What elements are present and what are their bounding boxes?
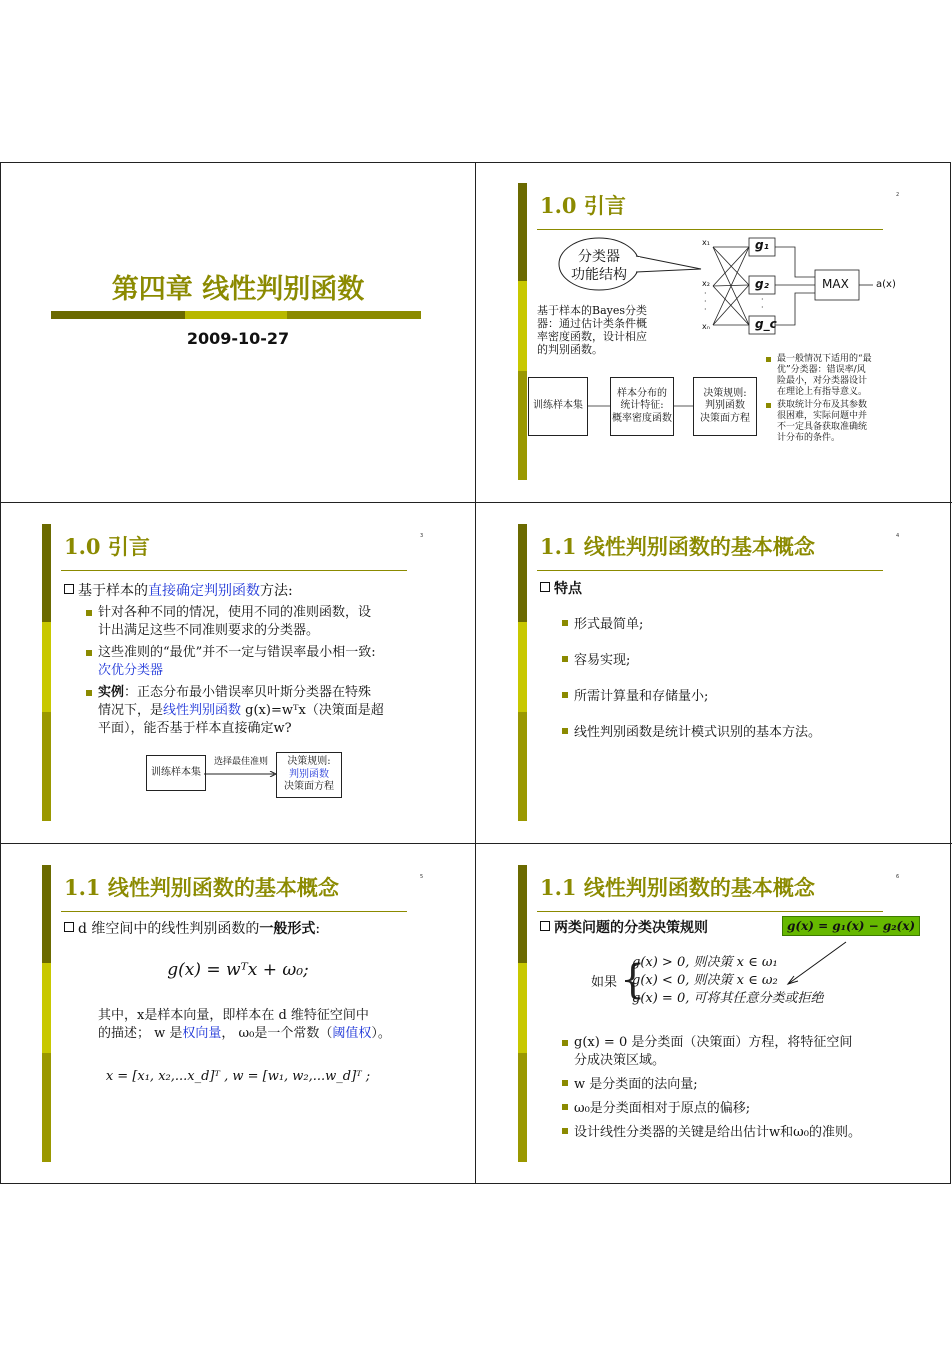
list-item: 形式最简单; — [562, 616, 821, 634]
list-item: 设计线性分类器的关键是给出估计w和ω₀的准则。 — [562, 1124, 912, 1142]
title-rule — [537, 570, 883, 571]
list-item: 这些准则的“最优”并不一定与错误率最小相一致: 次优分类器 — [86, 644, 426, 680]
flow-arrow-label: 选择最佳准则 — [213, 757, 268, 767]
bullet-list — [86, 604, 426, 738]
brace: { — [620, 957, 646, 1003]
slide-title: 第四章 线性判别函数 — [111, 274, 365, 305]
page-number: 2 — [896, 192, 900, 198]
max-node: MAX — [822, 277, 849, 291]
list-item: g(x) = 0 是分类面（决策面）方程，将特征空间 分成决策区域。 — [562, 1034, 912, 1070]
if-label: 如果 — [591, 975, 618, 990]
flow-box-decision: 决策规则: 判别函数 决策面方程 — [693, 377, 757, 436]
list-item: 容易实现; — [562, 652, 821, 670]
slide-3 — [0, 503, 476, 843]
slide-title: 1.0 引言 — [540, 193, 626, 218]
gc-node: g_c — [755, 317, 777, 331]
list-item: 线性判别函数是统计模式识别的基本方法。 — [562, 724, 821, 742]
features-list — [562, 616, 821, 742]
flow-box-training: 训练样本集 — [528, 377, 588, 436]
accent-bar — [518, 524, 527, 821]
notes-list — [766, 354, 906, 444]
g-ellipsis: · · — [761, 295, 764, 312]
flow-box-training: 训练样本集 — [146, 755, 206, 791]
formula-general: g(x) = wᵀx + ω₀; — [167, 960, 309, 980]
input-xn: xₙ — [702, 322, 710, 331]
formula-vectors: x = [x₁, x₂,...x_d]ᵀ , w = [w₁, w₂,...w_d]ᵀ ; — [105, 1069, 371, 1084]
g2-node: g₂ — [755, 277, 769, 291]
input-ellipsis: · · · — [704, 289, 707, 314]
callout-text: 分类器 功能结构 — [571, 249, 627, 283]
page-number: 3 — [420, 533, 424, 539]
list-item: w 是分类面的法向量; — [562, 1076, 912, 1094]
input-x1: x₁ — [702, 238, 710, 247]
slide-6 — [476, 844, 952, 1184]
list-item: 所需计算量和存储量小; — [562, 688, 821, 706]
accent-bar — [42, 524, 51, 821]
slide-title: 1.1 线性判别函数的基本概念 — [540, 875, 815, 900]
slide-1 — [0, 162, 476, 502]
title-rule — [537, 911, 883, 912]
accent-bar — [42, 865, 51, 1162]
flow-box-statistics: 样本分布的 统计特征: 概率密度函数 — [610, 377, 674, 436]
formula-explanation: 其中，x是样本向量，即样本在 d 维特征空间中 的描述； w 是权向量， ω₀是一个常数（阈值权）。 — [98, 1008, 391, 1041]
bayes-description: 基于样本的Bayes分类 器：通过估计类条件概 率密度函数，设计相应 的判别函数。 — [537, 304, 648, 356]
slide-title: 1.0 引言 — [64, 534, 150, 559]
page-number: 6 — [896, 874, 900, 880]
features-heading: 特点 — [540, 579, 582, 599]
g1-node: g₁ — [755, 238, 769, 252]
title-underline — [51, 311, 421, 319]
note-item: 最一般情况下适用的“最 优”分类器：错误率/风 险最小，对分类器设计 在理论上有指导意义。 — [766, 354, 906, 398]
slide-title: 1.1 线性判别函数的基本概念 — [540, 534, 815, 559]
slide-date: 2009-10-27 — [186, 329, 290, 348]
page-number: 5 — [420, 874, 424, 880]
input-x2: x₂ — [702, 279, 710, 288]
flow-arrow — [204, 771, 278, 777]
list-item: ω₀是分类面相对于原点的偏移; — [562, 1100, 912, 1118]
note-item: 获取统计分布及其参数 很困难，实际问题中并 不一定具备获取准确统 计分布的条件。 — [766, 400, 906, 444]
list-item: 针对各种不同的情况，使用不同的准则函数，设 计出满足这些不同准则要求的分类器。 — [86, 604, 426, 640]
output-label: a(x) — [876, 279, 896, 290]
page-number: 4 — [896, 533, 900, 539]
decision-rule-heading: 两类问题的分类决策规则 — [540, 918, 708, 938]
accent-bar — [518, 865, 527, 1162]
slide-2 — [476, 162, 952, 502]
list-item: 实例：正态分布最小错误率贝叶斯分类器在特殊 情况下，是线性判别函数 g(x)=wᵀx（决策面是超 平面），能否基于样本直接确定w? — [86, 684, 426, 738]
flow-box-decision: 决策规则: 判别函数 决策面方程 — [276, 752, 342, 798]
general-form-heading: d 维空间中的线性判别函数的一般形式: — [64, 919, 320, 939]
slide-title: 1.1 线性判别函数的基本概念 — [64, 875, 339, 900]
method-heading: 基于样本的直接确定判别函数方法: — [64, 581, 293, 601]
slide-4 — [476, 503, 952, 843]
discriminant-formula-box: g(x) = g₁(x) − g₂(x) — [782, 916, 920, 936]
title-rule — [61, 570, 407, 571]
decision-cases: g(x) > 0, 则决策 x ∈ ω₁ g(x) < 0, 则决策 x ∈ ω₂ g(x) = 0, 可将其任意分类或拒绝 — [632, 955, 824, 1006]
title-rule — [61, 911, 407, 912]
properties-list — [562, 1034, 912, 1142]
slide-5 — [0, 844, 476, 1184]
